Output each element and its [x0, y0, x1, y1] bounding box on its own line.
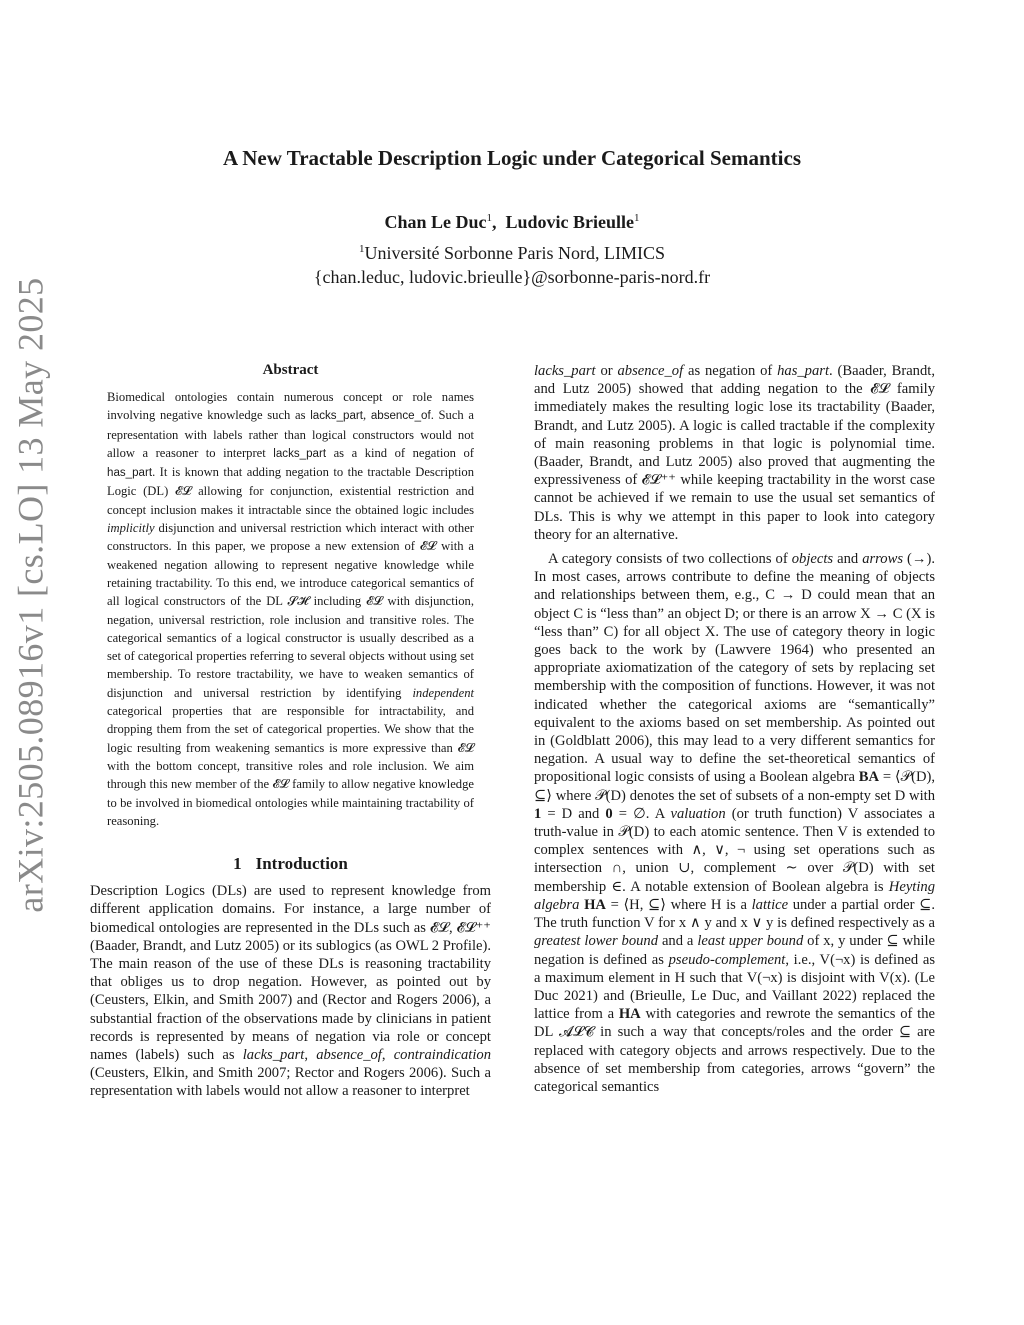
left-column	[90, 362, 491, 1101]
introduction-paragraph: Description Logics (DLs) are used to represent knowledge from different application domains. For instance, a large number of biomedical ontologies are represented in the DLs such as 𝓔𝓛, 𝓔𝓛⁺⁺ (Baader, Brandt, and Lutz 2005) or its sublogics (as OWL 2 Profile). The main reason of the use of these DLs is reasoning tractability that obliges us to drop negation. However, as pointed out by (Ceusters, Elkin, and Smith 2007) and (Rector and Rogers 2006), a substantial fraction of the observations made by clinicians in patient records is represented by means of negation via role or concept names (labels) such as lacks_part, absence_of, contraindication (Ceusters, Elkin, and Smith 2007; Rector and Rogers 2006). Such a representation with labels would not allow a reasoner to interpret	[90, 883, 491, 1100]
arxiv-identifier-text: arXiv:2505.08916v1 [cs.LO] 13 May 2025	[11, 277, 51, 913]
affiliation-line	[90, 243, 934, 264]
author-name: Chan Le Duc	[384, 212, 487, 232]
abstract-heading: Abstract	[262, 362, 319, 378]
author-email: {chan.leduc, ludovic.brieulle}@sorbonne-paris-nord.fr	[313, 267, 711, 287]
affiliation-text: Université Sorbonne Paris Nord, LIMICS	[364, 243, 665, 263]
section-title: Introduction	[255, 854, 348, 874]
author-list	[90, 212, 934, 233]
abstract-body: Biomedical ontologies contain numerous concept or role names involving negative knowledge such as lacks_part, absence_of. Such a representation with labels rather than logical constructors would not allow a reasoner to interpret lacks_part as a kind of negation of has_part. It is known that adding negation to the tractable Description Logic (DL) 𝓔𝓛 allowing for conjunction, existential restriction and concept inclusion makes it intractable since the obtained logic includes implicitly disjunction and universal restriction which interact with other constructors. In this paper, we propose a new extension of 𝓔𝓛 with a weakened negation allowing to represent negative knowledge while retaining tractability. To this end, we introduce categorical semantics of all logical constructors of the DL 𝓢𝓗 including 𝓔𝓛 with disjunction, negation, universal restriction, role inclusion and transitive roles. The categorical semantics of a logical constructor is usually described as a set of categorical properties referring to several objects without using set membership. To restore tractability, we have to weaken semantics of disjunction and universal restriction by identifying independent categorical properties that are responsible for intractability, and dropping them from the set of categorical properties. We show that the logic resulting from weakening semantics is more expressive than 𝓔𝓛 with the bottom concept, transitive roles and role inclusion. We aim through this new member of the 𝓔𝓛 family to allow negative knowledge to be involved in biomedical ontologies while maintaining tractability of reasoning.	[107, 390, 475, 828]
section-number: 1	[233, 854, 242, 874]
affiliation-mark: 1	[359, 243, 365, 255]
author-separator: ,	[492, 212, 497, 232]
body-paragraph: lacks_part or absence_of as negation of has_part. (Baader, Brandt, and Lutz 2005) showed that adding negation to the 𝓔𝓛 family immediately makes the resulting logic lose its tractability (Baader, Brandt, and Lutz 2005). A logic is called tractable if the complexity of main reasoning problems in that logic is polynomial time. (Baader, Brandt, and Lutz 2005) also proved that augmenting the expressiveness of 𝓔𝓛⁺⁺ while keeping tractability in the worst case cannot be achieved if we remain to use the usual set semantics of DLs. This is why we attempt in this paper to look into category theory for an alternative.	[534, 363, 935, 543]
paper-title: A New Tractable Description Logic under Categorical Semantics	[222, 146, 801, 170]
author-name: Ludovic Brieulle	[505, 212, 635, 232]
affiliation-mark: 1	[634, 212, 640, 224]
body-paragraph: A category consists of two collections of objects and arrows (→). In most cases, arrows contribute to define the meaning of objects and relationships between them, e.g., C → D could mean that an object C is “less than” an object D; or there is an arrow X → C (X is “less than” C) for all object X. The use of category theory in logic goes back to the work by (Lawvere 1964) who presented an appropriate axiomatization of the category of sets by replacing set membership with the composition of functions. However, it was not indicated whether the categorical axioms are “semantically” equivalent to the axioms based on set membership. As pointed out in (Goldblatt 2006), this may lead to a very different semantics for negation. A usual way to define the set-theoretical semantics of propositional logic consists of using a Boolean algebra BA = ⟨𝒫(D), ⊆⟩ where 𝒫(D) denotes the set of subsets of a non-empty set D with 1 = D and 0 = ∅. A valuation (or truth function) V associates a truth-value in 𝒫(D) to each atomic sentence. Then V is extended to complex sentences with ∧, ∨, ¬ using set operations such as intersection ∩, union ∪, complement ∼ over 𝒫(D) with set membership ∈. A notable extension of Boolean algebra is Heyting algebra HA = ⟨H, ⊆⟩ where H is a lattice under a partial order ⊆. The truth function V for x ∧ y and x ∨ y is defined respectively as a greatest lower bound and a least upper bound of x, y under ⊆ while negation is defined as pseudo-complement, i.e., V(¬x) is defined as a maximum element in H such that V(¬x) is disjoint with V(x). (Le Duc 2021) and (Brieulle, Le Duc, and Vaillant 2022) replaced the lattice from a HA with categories and rewrote the semantics of the DL 𝓐𝓛𝓒 in such a way that concepts/roles and the order ⊆ are replaced with category objects and arrows respectively. Due to the absence of set membership from categories, arrows “govern” the categorical semantics	[534, 551, 936, 1095]
affiliation-mark: 1	[486, 212, 492, 224]
arxiv-identifier-stamp	[5, 277, 57, 913]
section-heading-introduction	[90, 854, 491, 874]
right-column	[534, 362, 935, 1096]
